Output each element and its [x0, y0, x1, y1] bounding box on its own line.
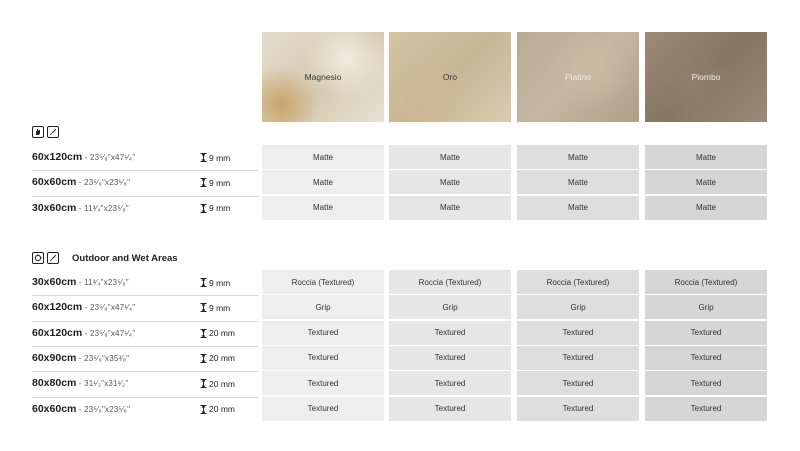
- finish-cell: Matte: [645, 196, 767, 220]
- table-row: [0, 270, 800, 295]
- table-row: [0, 321, 800, 346]
- thickness: [200, 270, 230, 295]
- finish-cell: Matte: [262, 145, 384, 169]
- finish-cell: Roccia (Textured): [389, 270, 511, 294]
- finish-cell: Grip: [645, 295, 767, 319]
- swatch-piombo: [645, 32, 767, 122]
- swatch-platino: [517, 32, 639, 122]
- size-label: [32, 321, 135, 346]
- thickness-icon: [200, 354, 207, 363]
- table-row: [0, 145, 800, 170]
- table-row: [0, 397, 800, 422]
- finish-cell: Textured: [389, 346, 511, 370]
- size-cm: 30x60cm: [32, 201, 77, 214]
- size-separator: -: [76, 379, 85, 389]
- finish-cell: Textured: [517, 346, 639, 370]
- finish-cell: Matte: [517, 170, 639, 194]
- size-label: [32, 170, 130, 195]
- finish-cell: Textured: [645, 346, 767, 370]
- size-cm: 30x60cm: [32, 276, 77, 288]
- finish-cell: Matte: [645, 170, 767, 194]
- table-row: [0, 196, 800, 221]
- swatch-label: Oro: [442, 72, 458, 82]
- swatch-magnesio: [262, 32, 384, 122]
- thickness: [200, 371, 235, 396]
- swatch-label: Piombo: [691, 72, 721, 82]
- finish-cell: Roccia (Textured): [645, 270, 767, 294]
- finish-cell: Roccia (Textured): [262, 270, 384, 294]
- finish-cell: Textured: [389, 321, 511, 345]
- size-cm: 60x60cm: [32, 176, 77, 189]
- table-row: [0, 346, 800, 371]
- thickness-icon: [200, 303, 207, 312]
- size-separator: -: [76, 203, 85, 213]
- finish-cell: Matte: [262, 196, 384, 220]
- size-cm: 80x80cm: [32, 377, 77, 390]
- size-inch: 23⁵⁄₈"x35³⁄₈": [84, 353, 130, 363]
- size-separator: -: [76, 178, 85, 188]
- size-inch: 31¹⁄₂"x31¹⁄₂": [84, 379, 129, 389]
- thickness-value: 9 mm: [209, 152, 231, 163]
- size-inch: 23⁵⁄₈"x47¹⁄₄": [89, 328, 136, 338]
- swatch-oro: [389, 32, 511, 122]
- finish-cell: Textured: [645, 371, 767, 395]
- finish-cell: Matte: [262, 170, 384, 194]
- thickness: [200, 170, 230, 195]
- swatch-label: Platino: [565, 72, 591, 82]
- finish-cell: Textured: [262, 371, 384, 395]
- thickness: [200, 295, 230, 320]
- outdoor-section-title: Outdoor and Wet Areas: [72, 253, 178, 264]
- finish-cell: Grip: [517, 295, 639, 319]
- thickness-icon: [200, 405, 207, 414]
- size-cm: 60x120cm: [32, 301, 83, 314]
- brush-icon: [47, 252, 59, 264]
- indoor-section-icons: [32, 126, 59, 138]
- size-label: [32, 196, 129, 221]
- finish-cell: Grip: [262, 295, 384, 319]
- size-label: [32, 397, 130, 422]
- thickness-icon: [200, 178, 207, 187]
- size-cm: 60x120cm: [32, 151, 83, 163]
- finish-cell: Textured: [389, 397, 511, 421]
- size-inch: 23⁵⁄₈"x47¹⁄₄": [89, 303, 136, 313]
- hand-icon: [32, 126, 44, 138]
- thickness-icon: [200, 278, 207, 287]
- size-inch: 23⁵⁄₈"x47¹⁄₄": [89, 153, 136, 162]
- size-separator: -: [82, 328, 90, 338]
- thickness: [200, 145, 230, 170]
- size-separator: -: [82, 303, 90, 313]
- thickness-icon: [200, 153, 207, 162]
- brush-icon: [47, 126, 59, 138]
- size-inch: 11³⁄₄"x23⁵⁄₈": [84, 203, 129, 213]
- size-cm: 60x60cm: [32, 402, 77, 415]
- thickness-value: 20 mm: [209, 353, 235, 364]
- size-separator: -: [76, 278, 85, 287]
- thickness-value: 9 mm: [209, 302, 231, 313]
- thickness-value: 20 mm: [209, 404, 235, 414]
- thickness: [200, 346, 235, 371]
- finish-cell: Textured: [645, 321, 767, 345]
- swatch-label: Magnesio: [304, 72, 342, 82]
- size-separator: -: [76, 404, 85, 414]
- size-cm: 60x90cm: [32, 351, 77, 364]
- finish-cell: Matte: [389, 170, 511, 194]
- table-row: [0, 295, 800, 320]
- thickness-icon: [200, 329, 207, 338]
- finish-cell: Textured: [262, 346, 384, 370]
- size-label: [32, 145, 135, 170]
- size-label: [32, 371, 128, 396]
- thickness-value: 20 mm: [209, 328, 235, 339]
- thickness-icon: [200, 204, 207, 213]
- finish-cell: Roccia (Textured): [517, 270, 639, 294]
- finish-cell: Grip: [389, 295, 511, 319]
- finish-cell: Matte: [389, 145, 511, 169]
- thickness: [200, 397, 235, 422]
- finish-cell: Textured: [517, 371, 639, 395]
- size-inch: 23⁵⁄₈"x23⁵⁄₈": [84, 404, 131, 414]
- finish-cell: Matte: [389, 196, 511, 220]
- thickness-value: 9 mm: [209, 203, 231, 214]
- size-label: [32, 295, 135, 320]
- finish-cell: Textured: [645, 397, 767, 421]
- thickness-value: 20 mm: [209, 378, 235, 389]
- finish-cell: Textured: [262, 321, 384, 345]
- size-separator: -: [76, 353, 85, 363]
- thickness: [200, 321, 235, 346]
- size-cm: 60x120cm: [32, 326, 83, 339]
- finish-cell: Textured: [517, 397, 639, 421]
- size-inch: 23⁵⁄₈"x23⁵⁄₈": [84, 178, 131, 188]
- finish-cell: Matte: [517, 196, 639, 220]
- thickness-value: 9 mm: [209, 177, 231, 188]
- size-label: [32, 270, 129, 295]
- finish-cell: Matte: [517, 145, 639, 169]
- finish-cell: Matte: [645, 145, 767, 169]
- outdoor-section-icons: [32, 252, 59, 264]
- thickness-value: 9 mm: [209, 277, 231, 288]
- outdoor-icon: [32, 252, 44, 264]
- table-row: [0, 371, 800, 396]
- finish-cell: Textured: [262, 397, 384, 421]
- thickness-icon: [200, 379, 207, 388]
- size-separator: -: [82, 153, 90, 162]
- finish-cell: Textured: [517, 321, 639, 345]
- table-row: [0, 170, 800, 195]
- thickness: [200, 196, 230, 221]
- size-inch: 11³⁄₄"x23⁵⁄₈": [84, 278, 129, 287]
- finish-cell: Textured: [389, 371, 511, 395]
- size-label: [32, 346, 129, 371]
